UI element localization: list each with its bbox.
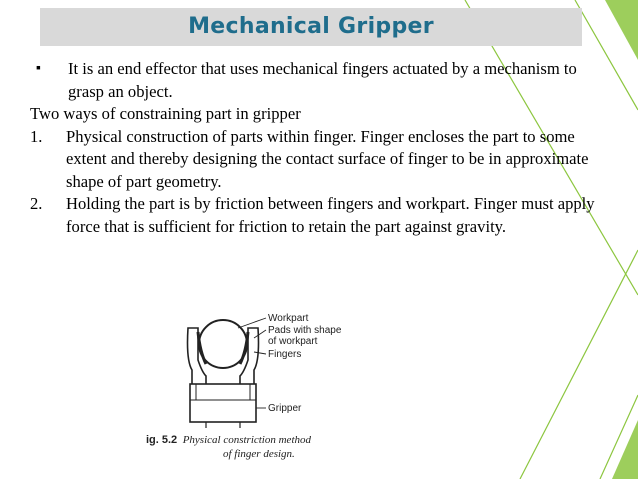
label-pads-line1: Pads with shape	[268, 325, 342, 336]
numbered-item-1	[30, 126, 600, 194]
square-bullet-icon: ▪	[36, 61, 41, 76]
label-fingers: Fingers	[268, 349, 302, 360]
label-gripper: Gripper	[268, 403, 302, 414]
subheading: Two ways of constraining part in gripper	[30, 104, 301, 123]
item-number: 1.	[30, 126, 43, 146]
label-pads-line2: of workpart	[268, 336, 318, 347]
bullet-item	[30, 58, 600, 103]
item-text: Physical construction of parts within finger. Finger encloses the part to some extent and thereby designing the contact surface of finger to be in approximate shape of part geometry.	[66, 126, 589, 191]
caption-line-2: of finger design.	[223, 448, 295, 460]
slide-title: Mechanical Gripper	[188, 14, 434, 39]
bullet-text: It is an end effector that uses mechanical fingers actuated by a mechanism to grasp an object.	[68, 59, 577, 101]
figure-caption	[146, 433, 311, 461]
label-workpart: Workpart	[268, 313, 309, 324]
slide-body	[30, 58, 600, 238]
item-number: 2.	[30, 194, 43, 213]
numbered-item-2	[30, 193, 600, 238]
gripper-body	[190, 384, 256, 422]
caption-line-1: Physical constriction method	[182, 434, 311, 446]
item-text: Holding the part is by friction between fingers and workpart. Finger must apply force that is sufficient for friction to retain the part against gravity.	[66, 194, 595, 236]
figure-number: ig. 5.2	[146, 434, 178, 446]
